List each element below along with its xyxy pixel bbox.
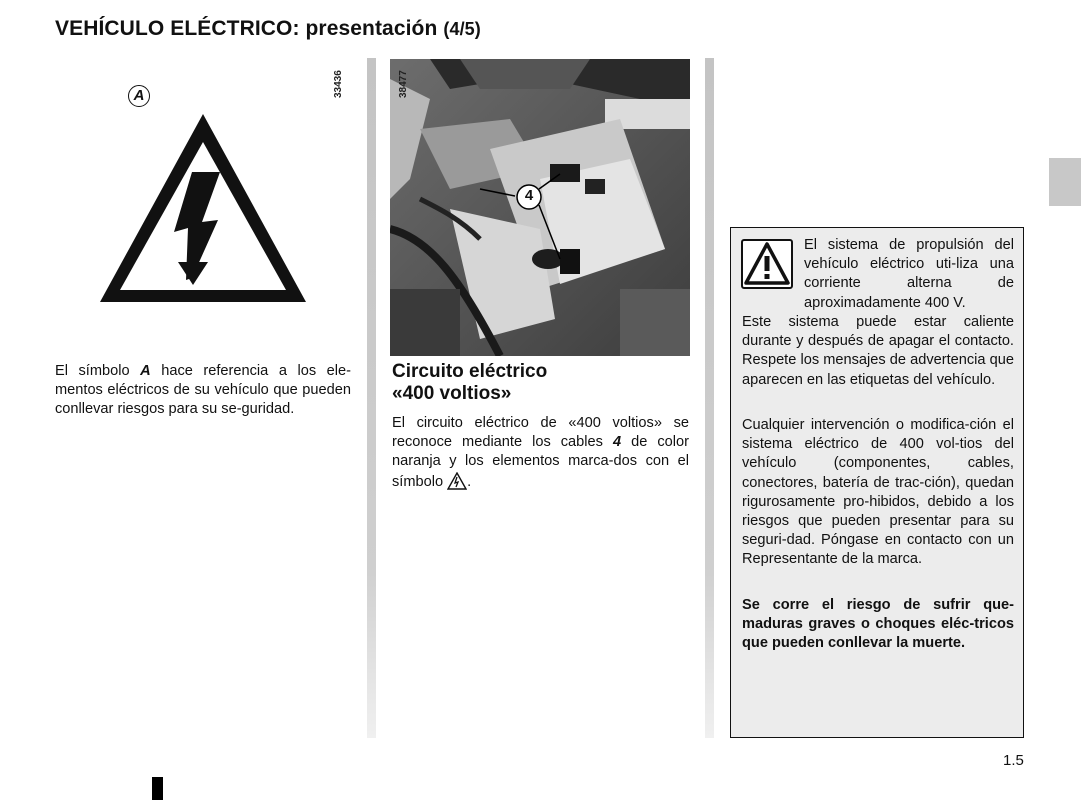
section-tab: [1049, 158, 1081, 206]
column-divider: [367, 58, 376, 738]
page-part: (4/5): [443, 19, 481, 39]
symbol-a-label: A: [133, 87, 145, 104]
column-divider-2: [705, 58, 714, 738]
high-voltage-warning-icon: [96, 110, 310, 306]
section-heading: Circuito eléctrico «400 voltios»: [392, 361, 548, 404]
warning-triangle-icon: [741, 239, 793, 289]
page-title-text: VEHÍCULO ELÉCTRICO: presentación: [55, 17, 438, 40]
warning-paragraph-1a: El sistema de propulsión del vehículo eléctrico uti-liza una corriente alterna de aproximadamente 400 V.: [804, 237, 1014, 311]
warning-paragraph-1b: Este sistema puede estar caliente durante y después de apagar el contacto. Respete los mensajes de advertencia que aparecen en las etiquetas del vehículo.: [742, 314, 1014, 388]
figure-ref-number: 33436: [333, 70, 344, 98]
warning-paragraph-2: Cualquier intervención o modifica-ción el sistema eléctrico de 400 vol-tios del vehículo (componentes, cables, conectores, batería de trac-ción), quedan rigurosamente pro-hibidos, debido a los riesgos que pueden presentar para su seguri-dad. Póngase en contacto con un Representante de la marca.: [742, 417, 1014, 568]
page-title: [55, 17, 481, 41]
warning-paragraph-3: Se corre el riesgo de sufrir que-maduras graves o choques eléc-tricos que pueden conllevar la muerte.: [742, 597, 1014, 652]
symbol-description: El símbolo A hace referencia a los ele-mentos eléctricos de su vehículo que pueden conllevar riesgos para su se-guridad.: [55, 363, 351, 418]
symbol-a-callout: [128, 85, 150, 107]
page-number: 1.5: [1003, 752, 1024, 769]
circuit-description: El circuito eléctrico de «400 voltios» se reconoce mediante los cables 4 de color naranja y los elementos marca-dos con el símbolo .: [392, 415, 689, 490]
high-voltage-symbol-icon: [447, 472, 467, 490]
crop-mark: [152, 777, 163, 800]
callout-4: 4: [524, 187, 534, 204]
figure-ref-number-2: 38477: [398, 70, 409, 98]
engine-bay-photo: [390, 59, 690, 356]
